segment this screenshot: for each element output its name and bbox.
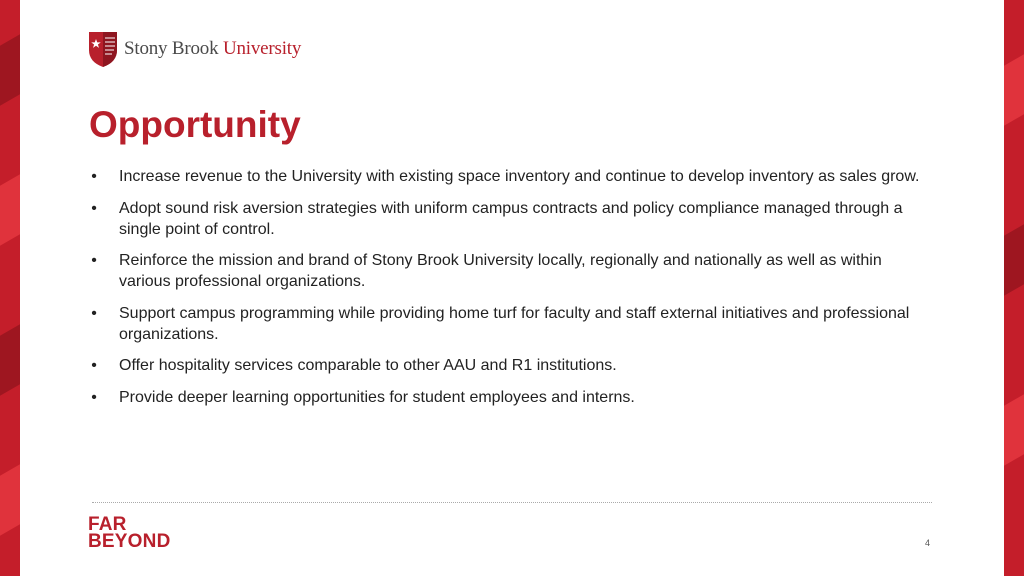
left-edge-decoration xyxy=(0,0,20,576)
slide xyxy=(20,0,1004,576)
brand-line-far: FAR xyxy=(88,514,127,535)
university-logo xyxy=(88,30,301,68)
bullet-item xyxy=(89,355,929,376)
bullet-item xyxy=(89,198,929,240)
footer-divider xyxy=(92,502,932,503)
bullet-item xyxy=(89,387,929,408)
bullet-marker: • xyxy=(91,357,97,374)
far-beyond-brandmark xyxy=(88,516,171,550)
edge-stripe xyxy=(1004,388,1024,471)
bullet-marker: • xyxy=(91,388,97,406)
logo-text-stony-brook: Stony Brook xyxy=(124,38,219,59)
bullet-item xyxy=(89,250,929,292)
edge-stripe xyxy=(0,168,20,251)
bullet-item xyxy=(89,303,929,345)
bullet-marker: • xyxy=(91,304,97,322)
star-shield-icon xyxy=(88,30,118,68)
right-edge-decoration xyxy=(1004,0,1024,576)
bullet-marker: • xyxy=(91,199,97,217)
edge-stripe xyxy=(1004,48,1024,131)
brand-line-beyond: BEYOND xyxy=(88,531,171,552)
bullet-list xyxy=(89,166,929,418)
edge-stripe xyxy=(0,458,20,541)
edge-stripe xyxy=(0,318,20,401)
edge-stripe xyxy=(0,28,20,111)
bullet-text: Reinforce the mission and brand of Stony Brook University locally, regionally and nationally as well as within various professional organizations. xyxy=(119,252,882,290)
bullet-text: Offer hospitality services comparable to other AAU and R1 institutions. xyxy=(119,357,617,374)
page-number: 4 xyxy=(925,538,931,548)
bullet-text: Provide deeper learning opportunities for student employees and interns. xyxy=(119,388,635,406)
slide-title: Opportunity xyxy=(89,104,301,145)
bullet-text: Adopt sound risk aversion strategies with uniform campus contracts and policy compliance managed through a single point of control. xyxy=(119,199,903,238)
bullet-marker: • xyxy=(91,168,97,185)
logo-text-university: University xyxy=(222,38,302,59)
bullet-marker: • xyxy=(91,252,97,269)
logo-wordmark xyxy=(124,38,301,60)
bullet-text: Increase revenue to the University with existing space inventory and continue to develop inventory as sales grow. xyxy=(119,168,920,185)
bullet-item xyxy=(89,166,929,187)
bullet-text: Support campus programming while providing home turf for faculty and staff external initiatives and professional organizations. xyxy=(119,304,910,343)
edge-stripe xyxy=(1004,218,1024,301)
